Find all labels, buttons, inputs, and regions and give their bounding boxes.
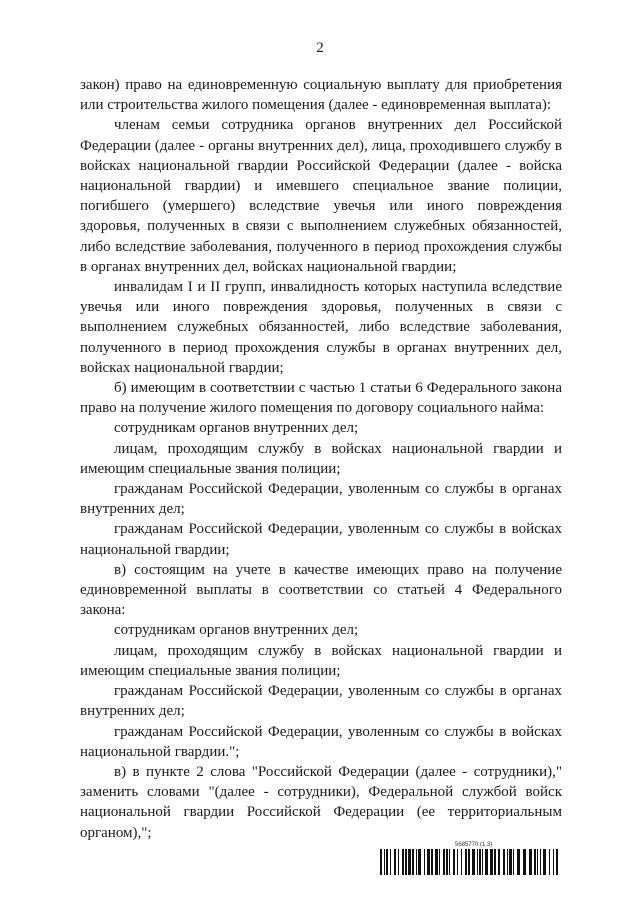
barcode-bar: [477, 849, 478, 875]
paragraph: гражданам Российской Федерации, уволенным со службы в войсках национальной гвардии;: [80, 521, 562, 558]
barcode-bar: [529, 849, 532, 875]
page-number: 2: [316, 40, 324, 56]
barcode-bar: [446, 849, 448, 875]
paragraph: закон) право на единовременную социальную выплату для приобретения или строительства жилого помещения (далее - единовременная выплата):: [80, 77, 562, 114]
document-code: 5685770 (1.3): [455, 842, 493, 848]
paragraph: сотрудникам органов внутренних дел;: [114, 420, 359, 437]
barcode-bar: [494, 849, 496, 875]
barcode-bar: [435, 849, 438, 875]
document-body: [80, 75, 562, 843]
barcode-bar: [523, 849, 526, 875]
barcode-bar: [472, 849, 475, 875]
paragraph: гражданам Российской Федерации, уволенным со службы в органах внутренних дел;: [80, 481, 562, 518]
paragraph: гражданам Российской Федерации, уволенным со службы в органах внутренних дел;: [80, 683, 562, 720]
barcode-bar: [509, 849, 512, 875]
barcode-bar: [431, 849, 433, 875]
paragraph: инвалидам I и II групп, инвалидность которых наступила вследствие увечья или иного повреждения здоровья, полученных в связи с выполнением служебных обязанностей, либо вследствие заболевания, полученного в период прохождения службы в органах внутренних дел, войсках национальной гвардии;: [80, 279, 562, 376]
barcode-bar: [457, 849, 458, 875]
barcode-bar: [390, 849, 391, 875]
paragraph: гражданам Российской Федерации, уволенным со службы в войсках национальной гвардии.";: [80, 723, 562, 760]
barcode-bar: [394, 849, 396, 875]
barcode-bar: [498, 849, 500, 875]
barcode-bar: [408, 849, 411, 875]
barcode-bar: [416, 849, 417, 875]
barcode-bar: [405, 849, 407, 875]
barcode-bar: [465, 849, 467, 875]
paragraph: сотрудникам органов внутренних дел;: [114, 622, 359, 639]
barcode-bar: [534, 849, 536, 875]
barcode-bar: [439, 849, 440, 875]
barcode-bar: [449, 849, 450, 875]
barcode-bar: [517, 849, 520, 875]
barcode-bar: [537, 849, 538, 875]
barcode-bar: [507, 849, 508, 875]
paragraph: в) в пункте 2 слова "Российской Федерации (далее - сотрудники)," заменить словами "(далее - сотрудники), Федеральной службой войск национальной гвардии Российской Федерации (ее территориальным органом),";: [80, 763, 562, 841]
barcode-bar: [543, 849, 546, 875]
barcode-bar: [485, 849, 488, 875]
barcode-bar: [468, 849, 470, 875]
barcode-bar: [384, 849, 385, 875]
paragraph: членам семьи сотрудника органов внутренних дел Российской Федерации (далее - органы внутренних дел), лица, проходившего службу в войсках национальной гвардии Российской Федерации (далее - войска национальной гвардии) и имевшего специальное звание полиции, погибшего (умершего) вследствие увечья или иного повреждения здоровья, полученных в связи с выполнением служебных обязанностей, либо вследствие заболевания, полученного в период прохождения службы в органах внутренних дел, войсках национальной гвардии;: [80, 117, 562, 275]
barcode-bar: [482, 849, 483, 875]
barcode-bar: [453, 849, 455, 875]
barcode-bar: [427, 849, 430, 875]
barcode-bar: [424, 849, 425, 875]
barcode-bar: [380, 849, 382, 875]
paragraph: лицам, проходящим службу в войсках национальной гвардии и имеющим специальные звания полиции;: [80, 440, 562, 477]
barcode-bar: [398, 849, 399, 875]
paragraph: б) имеющим в соответствии с частью 1 статьи 6 Федерального закона право на получение жилого помещения по договору социального найма:: [80, 380, 562, 417]
paragraph: лицам, проходящим службу в войсках национальной гвардии и имеющим специальные звания полиции;: [80, 642, 562, 679]
barcode-bar: [553, 849, 554, 875]
barcode-bar: [402, 849, 404, 875]
barcode-bar: [490, 849, 493, 875]
barcode-bar: [418, 849, 421, 875]
barcode-bar: [540, 849, 541, 875]
barcode-bar: [503, 849, 505, 875]
barcode-bar: [549, 849, 550, 875]
barcode-bar: [412, 849, 414, 875]
barcode-icon: [380, 849, 560, 875]
barcode-bar: [461, 849, 462, 875]
barcode-bar: [386, 849, 388, 875]
barcode-bar: [556, 849, 558, 875]
barcode-bar: [513, 849, 514, 875]
paragraph: в) состоящим на учете в качестве имеющих право на получение единовременной выплаты в соответствии со статьей 4 Федерального закона:: [80, 561, 562, 619]
barcode-bar: [443, 849, 445, 875]
barcode-bar: [479, 849, 481, 875]
